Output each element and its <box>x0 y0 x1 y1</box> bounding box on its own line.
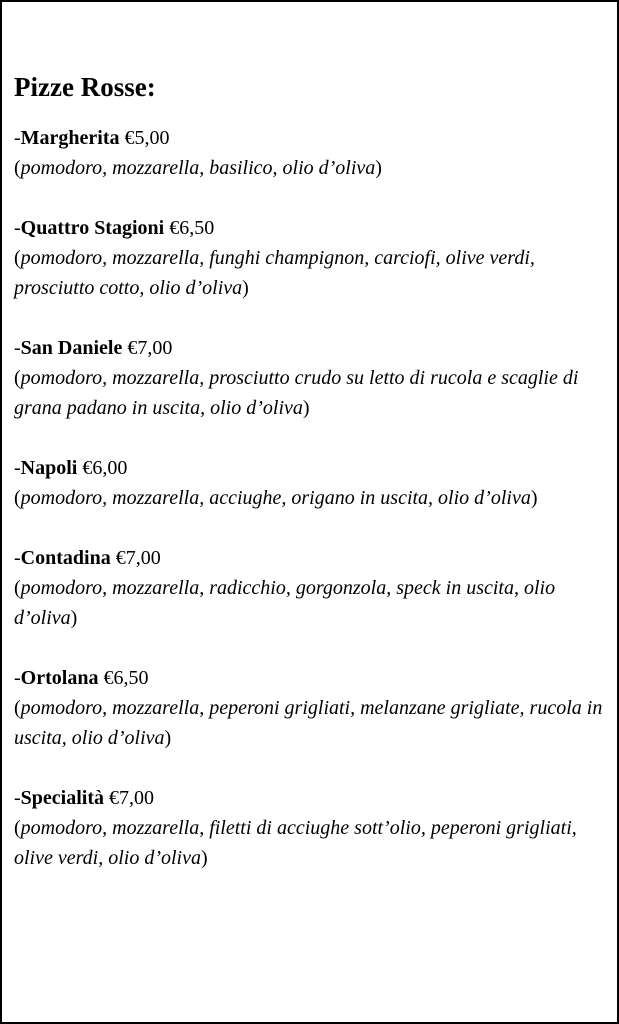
item-header: -Contadina €7,00 <box>14 547 161 569</box>
ingredients-text: pomodoro, mozzarella, prosciutto crudo su letto di rucola e scaglie di grana padano in uscita, olio d’oliva <box>14 367 579 419</box>
item-price: €6,00 <box>82 457 128 479</box>
ingredients-text: pomodoro, mozzarella, basilico, olio d’oliva <box>20 157 376 179</box>
item-name: Ortolana <box>20 667 99 689</box>
item-header: -Napoli €6,00 <box>14 457 128 479</box>
item-price: €7,00 <box>115 547 161 569</box>
item-price: €6,50 <box>103 667 149 689</box>
item-name: San Daniele <box>20 337 123 359</box>
item-name: Specialità <box>20 787 105 809</box>
menu-item <box>14 543 606 633</box>
item-ingredients: (pomodoro, mozzarella, acciughe, origano in uscita, olio d’oliva) <box>14 487 538 509</box>
ingredients-text: pomodoro, mozzarella, peperoni grigliati, melanzane grigliate, rucola in uscita, olio d’oliva <box>14 697 603 749</box>
item-price: €5,00 <box>124 127 170 149</box>
item-name: Contadina <box>20 547 111 569</box>
item-name: Margherita <box>20 127 120 149</box>
item-ingredients: (pomodoro, mozzarella, basilico, olio d’oliva) <box>14 157 382 179</box>
item-ingredients: (pomodoro, mozzarella, filetti di acciughe sott’olio, peperoni grigliati, olive verdi, olio d’oliva) <box>14 817 577 869</box>
ingredients-text: pomodoro, mozzarella, filetti di acciughe sott’olio, peperoni grigliati, olive verdi, olio d’oliva <box>14 817 577 869</box>
item-name: Napoli <box>20 457 78 479</box>
item-ingredients: (pomodoro, mozzarella, radicchio, gorgonzola, speck in uscita, olio d’oliva) <box>14 577 556 629</box>
ingredients-text: pomodoro, mozzarella, acciughe, origano in uscita, olio d’oliva <box>20 487 531 509</box>
pizza-list <box>14 123 605 873</box>
item-ingredients: (pomodoro, mozzarella, prosciutto crudo su letto di rucola e scaglie di grana padano in uscita, olio d’oliva) <box>14 367 579 419</box>
item-header: -Ortolana €6,50 <box>14 667 149 689</box>
ingredients-text: pomodoro, mozzarella, funghi champignon, carciofi, olive verdi, prosciutto cotto, olio d’oliva <box>14 247 535 299</box>
menu-item <box>14 453 606 513</box>
menu-item <box>14 333 606 423</box>
item-price: €7,00 <box>127 337 173 359</box>
item-price: €7,00 <box>109 787 155 809</box>
item-ingredients: (pomodoro, mozzarella, peperoni grigliati, melanzane grigliate, rucola in uscita, olio d’oliva) <box>14 697 603 749</box>
item-name: Quattro Stagioni <box>20 217 165 239</box>
item-header: -Margherita €5,00 <box>14 127 170 149</box>
item-ingredients: (pomodoro, mozzarella, funghi champignon, carciofi, olive verdi, prosciutto cotto, olio d’oliva) <box>14 247 535 299</box>
item-header: -Specialità €7,00 <box>14 787 155 809</box>
ingredients-text: pomodoro, mozzarella, radicchio, gorgonzola, speck in uscita, olio d’oliva <box>14 577 556 629</box>
menu-item <box>14 213 606 303</box>
section-title: Pizze Rosse: <box>14 72 156 102</box>
item-header: -Quattro Stagioni €6,50 <box>14 217 215 239</box>
menu-item <box>14 123 606 183</box>
menu-item <box>14 783 606 873</box>
menu-item <box>14 663 606 753</box>
item-header: -San Daniele €7,00 <box>14 337 173 359</box>
item-price: €6,50 <box>169 217 215 239</box>
